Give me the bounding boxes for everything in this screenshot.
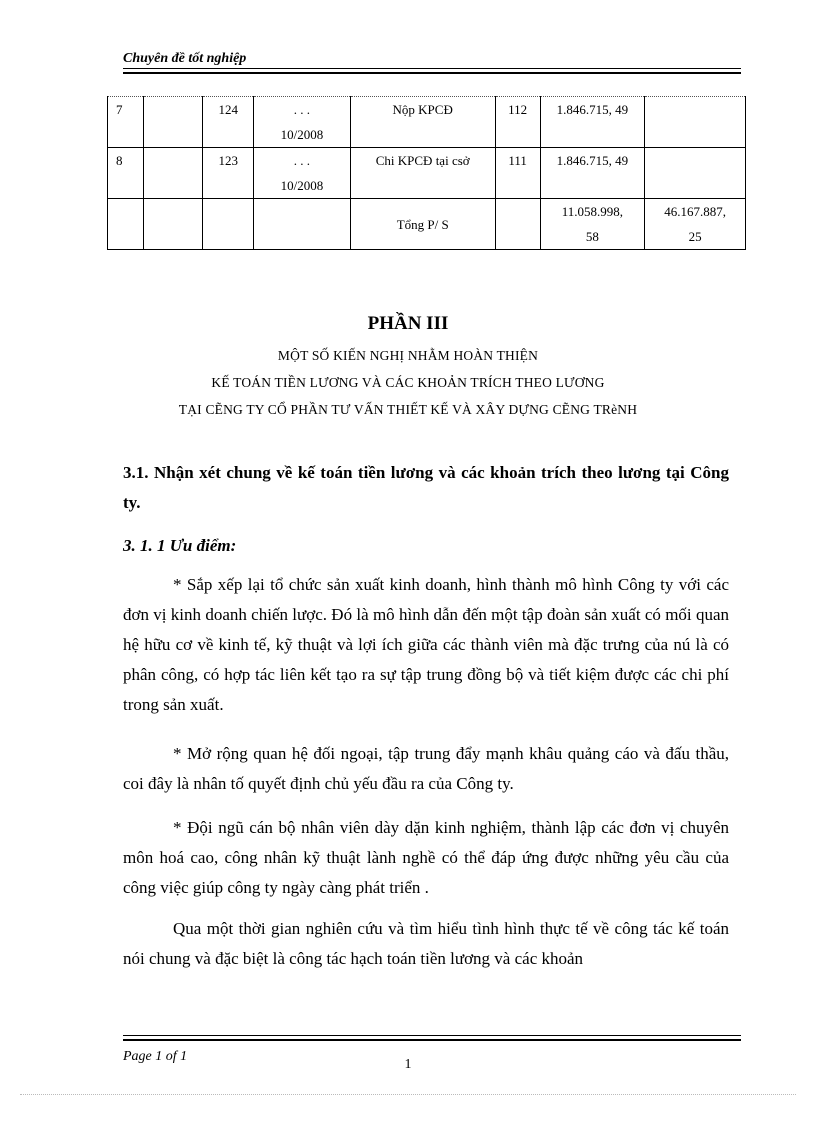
cell-no — [108, 199, 144, 250]
paragraph: * Đội ngũ cán bộ nhân viên dày dặn kinh nghiệm, thành lập các đơn vị chuyên môn hoá cao, công nhân kỹ thuật lành nghề có thể đáp ứng được những yêu cầu của công việc giúp công ty ngày càng phát triển . — [123, 818, 729, 897]
paragraph: * Mở rộng quan hệ đối ngoại, tập trung đẩy mạnh khâu quảng cáo và đấu thầu, coi đây là nhân tố quyết định chủ yếu đầu ra của Công ty. — [123, 744, 729, 793]
cell-date — [254, 97, 351, 148]
total-amount-line2: 58 — [585, 229, 599, 244]
total-amount — [540, 199, 645, 250]
section-heading-3-1: 3.1. Nhận xét chung về kế toán tiền lương và các khoản trích theo lương tại Công ty. — [123, 463, 729, 512]
cell-doc: 123 — [203, 148, 254, 199]
date-value: 10/2008 — [280, 127, 324, 142]
ledger-table — [107, 96, 746, 250]
page-number: 1 — [404, 1057, 412, 1072]
paragraph: * Sắp xếp lại tổ chức sản xuất kinh doanh, hình thành mô hình Công ty với các đơn vị kinh doanh chiến lược. Đó là mô hình dẫn đến một tập đoàn sản xuất có mối quan hệ hữu cơ về kinh tế, kỹ thuật và lợi ích giữa các thành viên mà đặc trưng của nú là có phân công, có hợp tác liên kết tạo ra sự tập trung đồng bộ và tiết kiệm được các chi phí trong sản xuất. — [123, 575, 729, 714]
total-label — [350, 199, 495, 250]
header-rule — [123, 68, 741, 74]
cell-blank — [143, 97, 203, 148]
total-balance — [645, 199, 746, 250]
footer-rule — [123, 1035, 741, 1041]
date-dots: . . . — [293, 153, 311, 168]
part-title: PHẦN III — [367, 313, 449, 334]
section-heading-3-1-1: 3. 1. 1 Ưu điểm: — [123, 536, 237, 555]
total-label-text: Tổng P/ S — [396, 216, 449, 232]
footer-page-label: Page 1 of 1 — [123, 1049, 188, 1064]
cell-doc — [203, 199, 254, 250]
paragraph: Qua một thời gian nghiên cứu và tìm hiểu tình hình thực tế về công tác kế toán nói chung và đặc biệt là công tác hạch toán tiền lương và các khoản — [123, 919, 729, 968]
table-total-row — [108, 199, 746, 250]
cell-balance — [645, 97, 746, 148]
page-header — [123, 50, 741, 74]
cell-amount: 1.846.715, 49 — [540, 97, 645, 148]
cell-acct: 111 — [495, 148, 540, 199]
total-balance-line1: 46.167.887, — [664, 204, 726, 219]
cell-doc: 124 — [203, 97, 254, 148]
cell-blank — [143, 199, 203, 250]
table-row — [108, 148, 746, 199]
total-balance-line2: 25 — [688, 229, 702, 244]
page-bottom-divider — [20, 1094, 796, 1095]
cell-desc: Chi KPCĐ tại csở — [350, 148, 495, 199]
cell-no: 7 — [108, 97, 144, 148]
cell-blank — [143, 148, 203, 199]
cell-acct: 112 — [495, 97, 540, 148]
cell-balance — [645, 148, 746, 199]
cell-acct — [495, 199, 540, 250]
date-value: 10/2008 — [280, 178, 324, 193]
cell-no: 8 — [108, 148, 144, 199]
table-row — [108, 97, 746, 148]
cell-amount: 1.846.715, 49 — [540, 148, 645, 199]
part-subtitle-line2: KẾ TOÁN TIỀN LƯƠNG VÀ CÁC KHOẢN TRÍCH THEO LƯƠNG — [211, 375, 605, 390]
date-dots: . . . — [293, 102, 311, 117]
part-subtitle-line3: TẠI CẼNG TY CỔ PHẦN TƯ VẤN THIẾT KẾ VÀ XÂY DỰNG CẼNG TRèNH — [178, 402, 638, 417]
header-title: Chuyên đề tốt nghiệp — [123, 51, 247, 66]
cell-date — [254, 148, 351, 199]
part-subtitle-line1: MỘT SỐ KIẾN NGHỊ NHẰM HOÀN THIỆN — [277, 348, 539, 363]
cell-desc: Nộp KPCĐ — [350, 97, 495, 148]
total-amount-line1: 11.058.998, — [561, 204, 624, 219]
cell-date — [254, 199, 351, 250]
